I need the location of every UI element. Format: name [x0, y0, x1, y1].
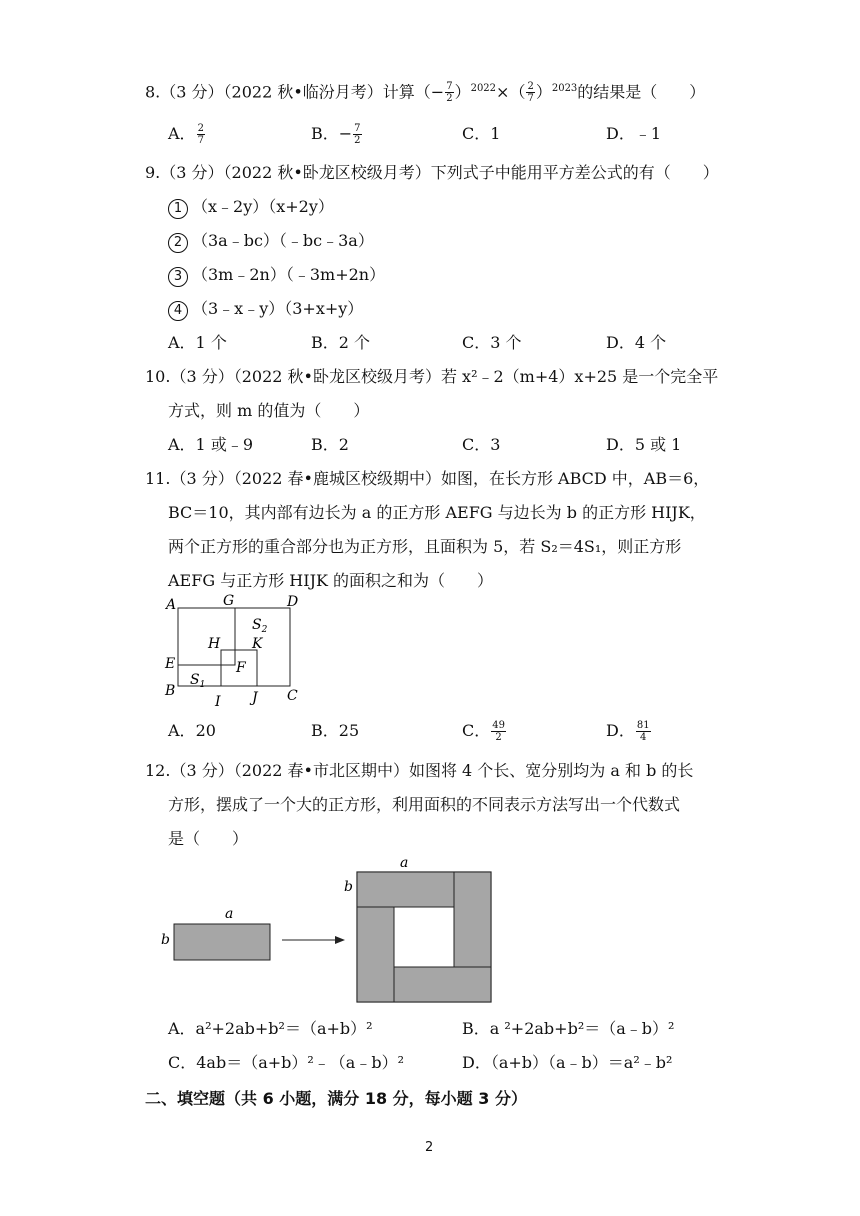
q9-item-2	[168, 230, 374, 253]
q8-exp1: 2022	[470, 83, 497, 94]
q12-option-d: D．（a+b）（a﹣b）＝a²﹣b²	[462, 1053, 673, 1072]
q9-option-c: C．3 个	[462, 333, 522, 352]
label-a: A	[166, 597, 177, 613]
q12-figure-rectangles-square	[155, 852, 500, 1007]
q8-frac1-num: 7	[446, 81, 453, 93]
item-text: （3a﹣bc）（﹣bc﹣3a）	[192, 231, 374, 250]
q12-option-c: C．4ab＝（a+b）²﹣（a﹣b）²	[168, 1053, 405, 1072]
label-s1: $S_1$	[190, 672, 206, 690]
label-j: J	[252, 690, 258, 706]
item-text: （3m﹣2n）（﹣3m+2n）	[192, 265, 386, 284]
circled-number: 4	[168, 301, 188, 321]
label-a-small: a	[225, 906, 234, 922]
frac-num: 49	[492, 720, 505, 731]
q8-paren-close-2: ）	[535, 82, 552, 102]
q10-option-b: B．2	[311, 435, 349, 454]
option-label: C．	[462, 124, 491, 143]
rect-top	[357, 872, 454, 907]
q8-frac2-den: 7	[527, 93, 534, 105]
q8-option-c	[462, 123, 500, 145]
q8-frac2-num: 2	[527, 81, 534, 93]
frac-num: 7	[354, 123, 361, 134]
option-label: D．	[606, 124, 635, 143]
label-h: H	[208, 636, 221, 652]
single-rectangle	[174, 924, 270, 960]
q9-item-3	[168, 264, 385, 287]
q11-option-b	[311, 720, 359, 742]
q10-option-a: A．1 或﹣9	[168, 435, 254, 454]
q10-option-c: C．3	[462, 435, 501, 454]
q11-option-a	[168, 720, 216, 742]
circled-number: 1	[168, 199, 188, 219]
q8-times: ×（	[496, 82, 526, 102]
label-b: B	[165, 683, 176, 699]
rect-right	[454, 872, 491, 967]
label-b-small: b	[161, 932, 170, 948]
question-12-stem-line2: 方形，摆成了一个大的正方形，利用面积的不同表示方法写出一个代数式	[168, 795, 681, 814]
frac-den: 2	[495, 732, 502, 743]
q8-option-a-frac	[197, 123, 205, 146]
q9-item-4	[168, 298, 363, 321]
frac-num: 2	[197, 123, 204, 134]
q11-option-c-frac	[491, 720, 506, 743]
q12-option-a: A．a²+2ab+b²＝（a+b）²	[168, 1019, 373, 1038]
label-s2: $S_2$	[252, 617, 268, 635]
circled-number: 3	[168, 267, 188, 287]
q10-option-d: D．5 或 1	[606, 435, 682, 454]
option-label: D．	[606, 721, 635, 740]
item-text: （3﹣x﹣y）（3+x+y）	[192, 299, 364, 318]
label-d: D	[287, 594, 299, 610]
q8-sign: −	[430, 82, 445, 102]
option-text: 25	[338, 721, 360, 740]
q11-option-c	[462, 720, 507, 743]
q9-item-1	[168, 196, 334, 219]
question-9-stem: 9.（3 分）（2022 秋•卧龙区校级月考）下列式子中能用平方差公式的有（ ）	[145, 163, 719, 182]
q8-option-a	[168, 123, 206, 146]
q8-fraction-2	[526, 81, 534, 104]
rect-left	[357, 907, 394, 1002]
q12-option-b: B．a ²+2ab+b²＝（a﹣b）²	[462, 1019, 675, 1038]
question-11-stem-line1: 11.（3 分）（2022 春•鹿城区校级期中）如图，在长方形 ABCD 中，AB＝6，	[145, 469, 710, 488]
label-k: K	[252, 636, 263, 652]
question-12-stem-line1: 12.（3 分）（2022 春•市北区期中）如图将 4 个长、宽分别均为 a 和 b 的长	[145, 761, 694, 780]
option-label: B．	[311, 124, 339, 143]
question-11-stem-line2: BC＝10，其内部有边长为 a 的正方形 AEFG 与边长为 b 的正方形 HIJK，	[168, 503, 706, 522]
q11-option-d	[606, 720, 652, 743]
q11-figure-rectangle-squares	[160, 592, 310, 710]
q8-option-b-frac	[353, 123, 361, 146]
circled-number: 2	[168, 233, 188, 253]
option-label: B．	[311, 721, 339, 740]
rect-bottom	[394, 967, 491, 1002]
q8-text-post: 的结果是（ ）	[577, 82, 706, 102]
question-10-stem-line2: 方式，则 m 的值为（ ）	[168, 401, 370, 420]
option-text: ﹣1	[634, 124, 662, 143]
frac-den: 2	[354, 135, 361, 146]
q8-fraction-1	[445, 81, 453, 104]
section-2-heading: 二、填空题（共 6 小题，满分 18 分，每小题 3 分）	[145, 1089, 527, 1108]
item-text: （x﹣2y）（x+2y）	[192, 197, 334, 216]
question-8-stem	[145, 78, 705, 104]
label-e: E	[165, 656, 176, 672]
question-11-stem-line4: AEFG 与正方形 HIJK 的面积之和为（ ）	[168, 571, 494, 590]
q9-option-b: B．2 个	[311, 333, 371, 352]
square-aefg	[178, 608, 235, 665]
option-label: A．	[168, 721, 196, 740]
question-11-stem-line3: 两个正方形的重合部分也为正方形，且面积为 5，若 S₂＝4S₁，则正方形	[168, 537, 682, 556]
frac-den: 4	[640, 732, 647, 743]
q9-option-d: D．4 个	[606, 333, 667, 352]
option-label: A．	[168, 124, 196, 143]
q8-paren-close-1: ）	[454, 82, 471, 102]
q8-frac1-den: 2	[446, 93, 453, 105]
option-text: 1	[490, 124, 501, 143]
question-12-stem-line3: 是（ ）	[168, 829, 249, 848]
label-i: I	[215, 694, 221, 710]
page-number: 2	[425, 1140, 434, 1155]
arrow-head-icon	[335, 936, 345, 944]
label-f: F	[236, 660, 246, 676]
label-c: C	[287, 688, 298, 704]
q8-exp2: 2023	[551, 83, 578, 94]
frac-den: 7	[197, 135, 204, 146]
option-label: C．	[462, 721, 491, 740]
q8-option-b	[311, 123, 363, 146]
option-sign: −	[338, 124, 353, 143]
question-10-stem-line1: 10.（3 分）（2022 秋•卧龙区校级月考）若 x²﹣2（m+4）x+25 是一个完全平	[145, 367, 719, 386]
q9-option-a: A．1 个	[168, 333, 227, 352]
label-a-large: a	[400, 855, 409, 871]
label-g: G	[223, 593, 235, 609]
label-b-large: b	[344, 879, 353, 895]
q11-option-d-frac	[636, 720, 651, 743]
q8-option-d	[606, 123, 661, 145]
frac-num: 81	[636, 720, 650, 731]
q8-text-pre: 8.（3 分）（2022 秋•临汾月考）计算（	[145, 82, 431, 102]
option-text: 20	[195, 721, 216, 740]
